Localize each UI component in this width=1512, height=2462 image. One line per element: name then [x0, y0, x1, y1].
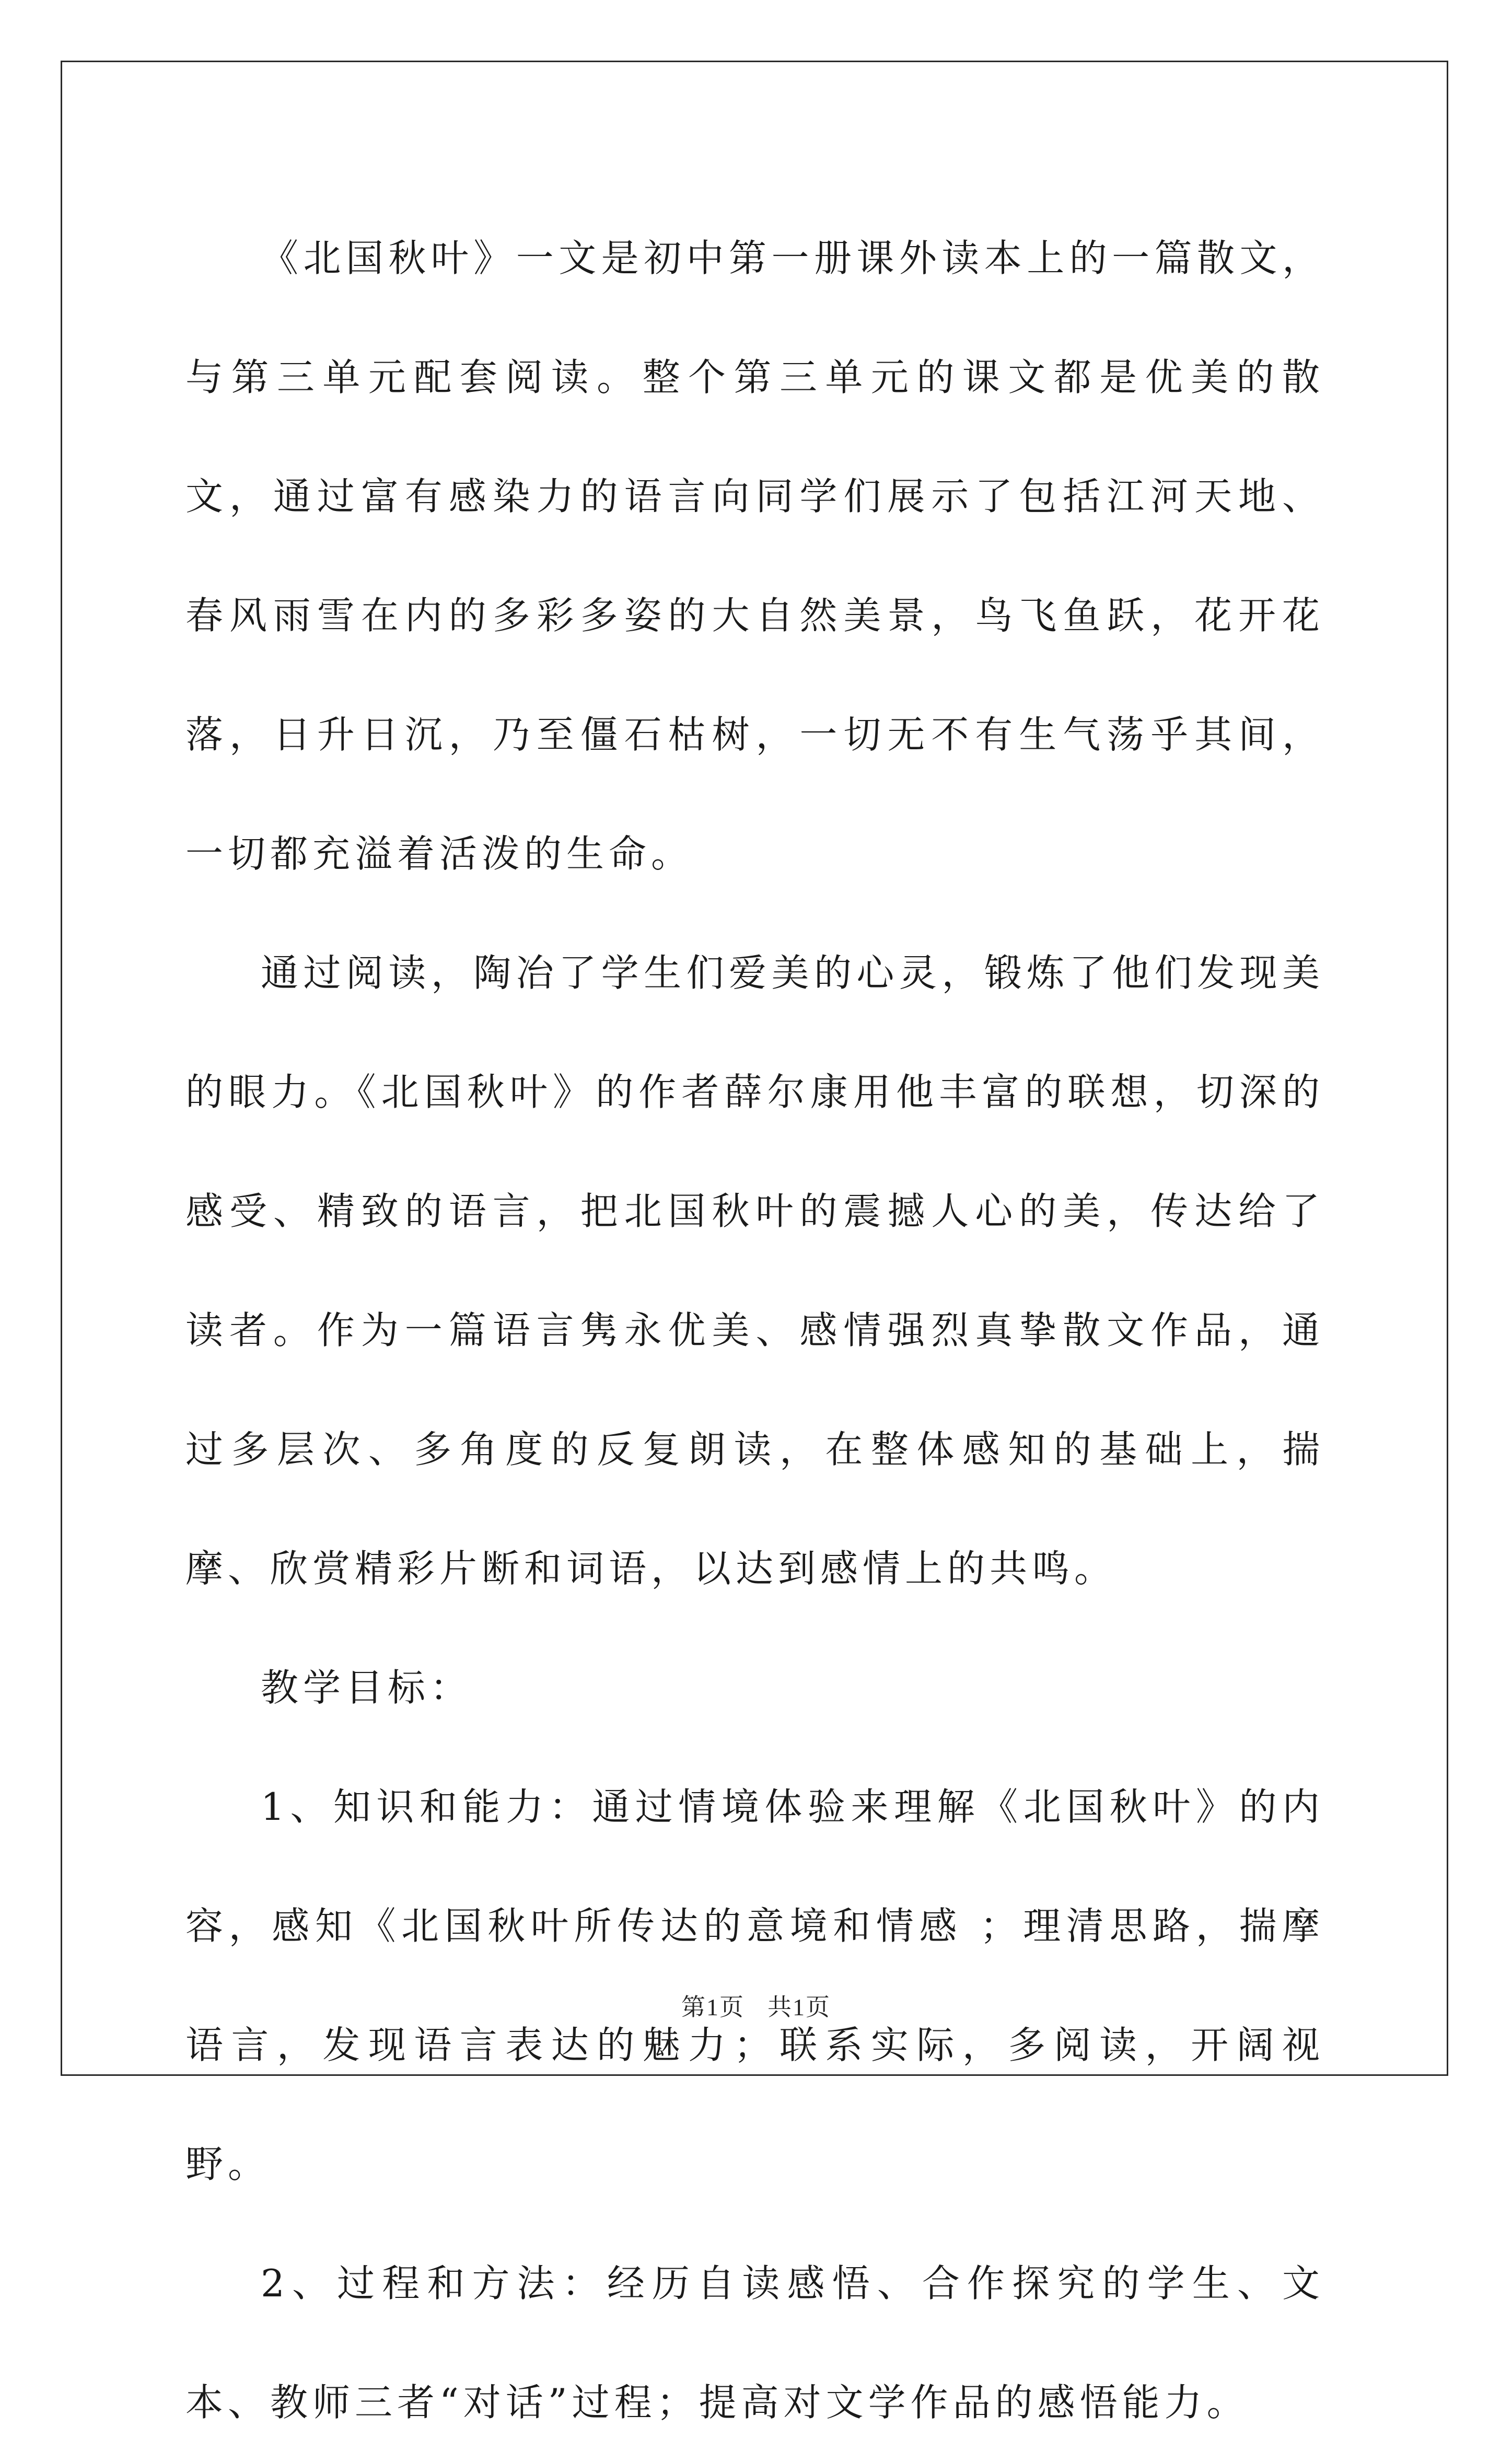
- page-footer: [0, 1988, 1512, 2023]
- paragraph-intro: 《北国秋叶》一文是初中第一册课外读本上的一篇散文，与第三单元配套阅读。整个第三单元的课文都是优美的散文，通过富有感染力的语言向同学们展示了包括江河天地、春风雨雪在内的多彩多姿的大自然美景，鸟飞鱼跃，花开花落，日升日沉，乃至僵石枯树，一切无不有生气荡乎其间，一切都充溢着活泼的生命。: [185, 236, 1324, 876]
- page-number: 第1页: [681, 1994, 745, 2020]
- section-heading-objectives: 教学目标：: [261, 1666, 473, 1710]
- paragraph-reading: 通过阅读，陶冶了学生们爱美的心灵，锻炼了他们发现美的眼力。《北国秋叶》的作者薛尔康用他丰富的联想，切深的感受、精致的语言，把北国秋叶的震撼人心的美，传达给了读者。作为一篇语言隽永优美、感情强烈真挚散文作品，通过多层次、多角度的反复朗读，在整体感知的基础上，揣摩、欣赏精彩片断和词语，以达到感情上的共鸣。: [185, 951, 1324, 1590]
- objective-item-2: 2、过程和方法：经历自读感悟、合作探究的学生、文本、教师三者“对话”过程；提高对文学作品的感悟能力。: [185, 2261, 1324, 2424]
- document-body: [185, 199, 1324, 2462]
- objective-item-1: 1、知识和能力：通过情境体验来理解《北国秋叶》的内容，感知《北国秋叶所传达的意境和情感 ；理清思路，揣摩语言，发现语言表达的魅力；联系实际，多阅读，开阔视野。: [185, 1785, 1324, 2186]
- page-total: 共1页: [767, 1994, 831, 2020]
